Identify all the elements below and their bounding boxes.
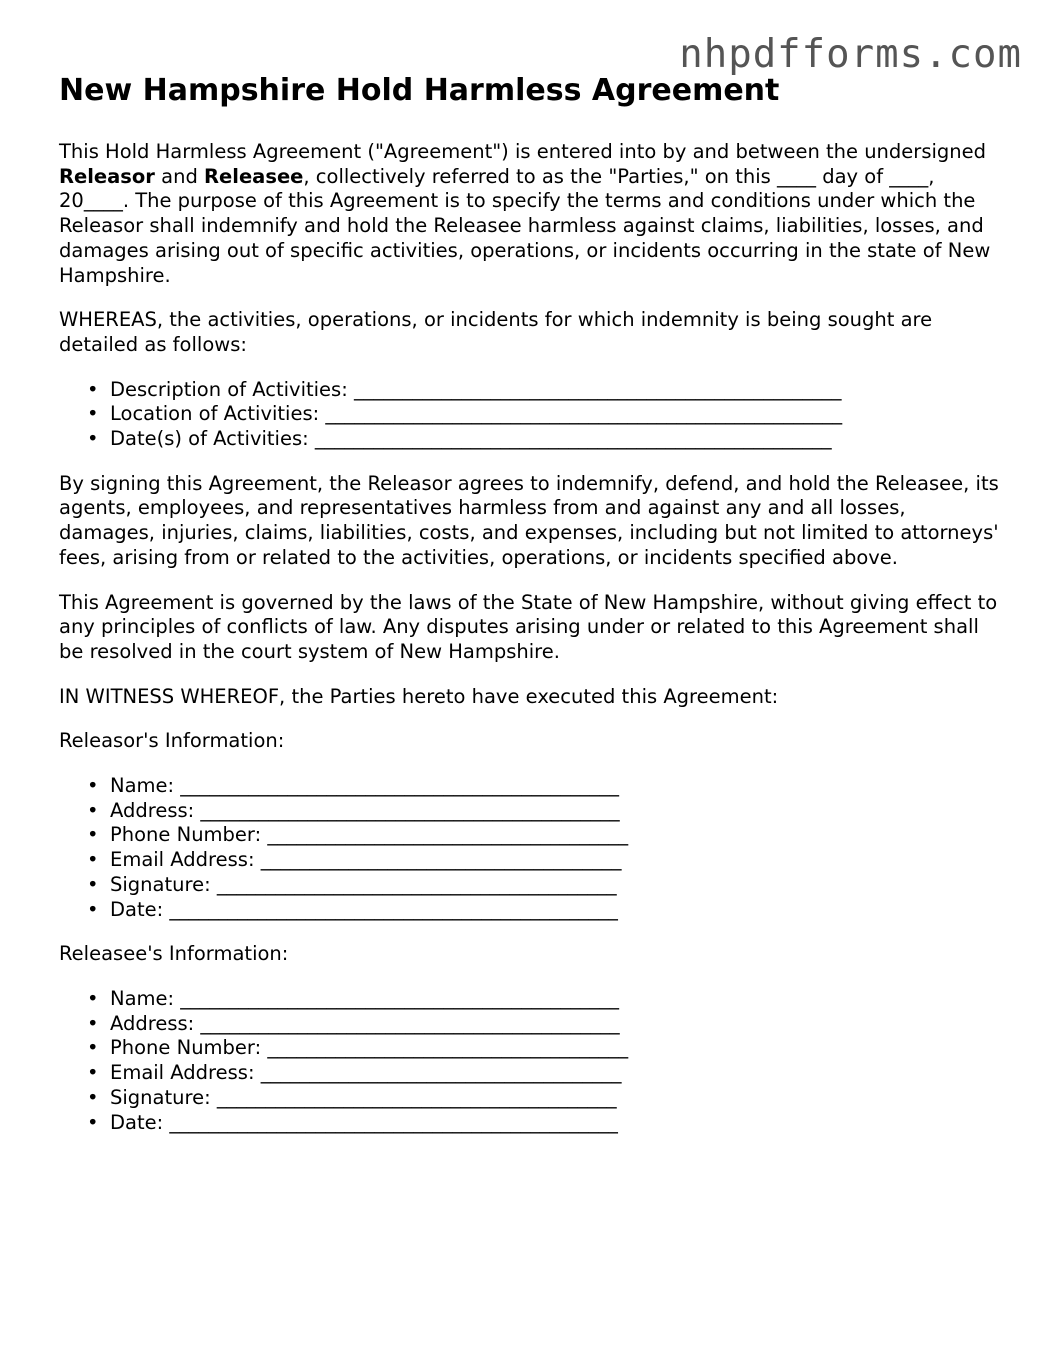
document-title: New Hampshire Hold Harmless Agreement	[59, 73, 780, 108]
site-watermark: nhpdfforms.com	[679, 32, 1022, 77]
releasee-email-field[interactable]: • Email Address: _____________________________________	[87, 1061, 999, 1086]
intro-text-1: This Hold Harmless Agreement ("Agreement") is entered into by and between the undersigned	[59, 140, 987, 163]
governing-law-paragraph: This Agreement is governed by the laws of the State of New Hampshire, without giving effect to any principles of conflicts of law. Any disputes arising under or related to this Agreement shall be resolved in the court system of New Hampshire.	[59, 590, 998, 663]
document-page	[59, 72, 999, 1155]
activities-list	[59, 378, 999, 452]
releasor-email-field[interactable]: • Email Address: _____________________________________	[87, 848, 999, 873]
activity-description-field[interactable]: • Description of Activities: __________________________________________________	[87, 378, 999, 403]
releasee-name-field[interactable]: • Name: _____________________________________________	[87, 987, 999, 1012]
activity-dates-field[interactable]: • Date(s) of Activities: _____________________________________________________	[87, 427, 999, 452]
releasor-term: Releasor	[59, 164, 155, 188]
releasor-info-heading: Releasor's Information:	[59, 729, 285, 753]
whereas-paragraph: WHEREAS, the activities, operations, or incidents for which indemnity is being sought are detailed as follows:	[59, 308, 933, 356]
intro-and: and	[154, 164, 205, 188]
releasee-signature-field[interactable]: • Signature: _________________________________________	[87, 1086, 999, 1111]
releasee-address-field[interactable]: • Address: ___________________________________________	[87, 1012, 999, 1037]
releasee-info-list	[59, 987, 999, 1135]
releasor-info-list	[59, 774, 999, 922]
releasor-address-field[interactable]: • Address: ___________________________________________	[87, 799, 999, 824]
releasor-phone-field[interactable]: • Phone Number: _____________________________________	[87, 823, 999, 848]
activity-location-field[interactable]: • Location of Activities: _____________________________________________________	[87, 402, 999, 427]
intro-text-2: , collectively referred to as the "Parties," on this ____ day of ____, 20____. The purpose of this Agreement is to specify the terms and conditions under which the Releasor shall indemnify and hold the Releasee harmless against claims, liabilities, losses, and damages arising out of specific activities, operations, or incidents occurring in the state of New Hampshire.	[59, 164, 991, 287]
witness-paragraph: IN WITNESS WHEREOF, the Parties hereto have executed this Agreement:	[59, 684, 779, 708]
releasor-signature-field[interactable]: • Signature: _________________________________________	[87, 873, 999, 898]
releasee-term: Releasee	[204, 164, 304, 188]
releasor-date-field[interactable]: • Date: ______________________________________________	[87, 898, 999, 923]
releasee-phone-field[interactable]: • Phone Number: _____________________________________	[87, 1036, 999, 1061]
releasee-info-heading: Releasee's Information:	[59, 942, 289, 966]
indemnify-paragraph: By signing this Agreement, the Releasor agrees to indemnify, defend, and hold the Releasee, its agents, employees, and representatives harmless from and against any and all losses, damages, injuries, claims, liabilities, costs, and expenses, including but not limited to attorneys' fees, arising from or related to the activities, operations, or incidents specified above.	[59, 471, 999, 569]
releasee-date-field[interactable]: • Date: ______________________________________________	[87, 1111, 999, 1136]
intro-paragraph	[59, 140, 999, 288]
releasor-name-field[interactable]: • Name: _____________________________________________	[87, 774, 999, 799]
